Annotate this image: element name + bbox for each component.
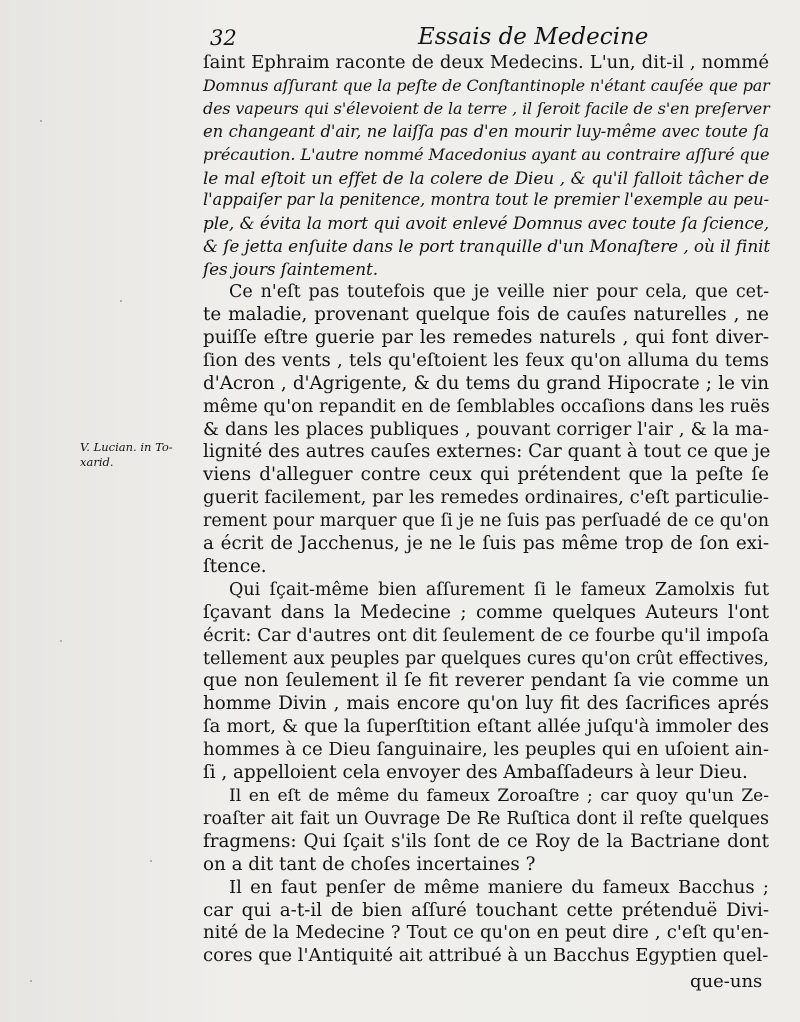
text-line: que non ſeulement il ſe fit reverer pendant ſa vie comme un	[203, 670, 769, 692]
paragraph	[203, 877, 769, 969]
margin-note	[80, 440, 198, 470]
text-line: ſaint Ephraim raconte de deux Medecins. L'un, dit-il , nommé	[203, 52, 769, 73]
paper-speck	[60, 640, 62, 642]
text-line: ſes jours ſaintement.	[203, 259, 379, 280]
text-line: lignité des autres cauſes externes: Car quant à tout ce que je	[203, 441, 771, 463]
text-line: ſa mort, & que la ſuperſtition eſtant allée juſqu'à immoler des	[203, 716, 769, 738]
text-line: des vapeurs qui s'élevoient de la terre , il ſeroit facile de s'en preſerver	[203, 98, 770, 118]
text-line: ſi , appelloient cela envoyer des Ambaſſadeurs à leur Dieu.	[203, 762, 748, 784]
text-line: le mal eſtoit un effet de la colere de Dieu , & qu'il falloit tâcher de	[203, 167, 769, 188]
page-header	[200, 24, 770, 54]
text-line: guerit facilement, par les remedes ordinaires, c'eſt particulie-	[203, 487, 769, 509]
text-line: puiſſe eſtre guerie par les remedes naturels , qui font diver-	[203, 326, 769, 348]
text-line: ſçavant dans la Medecine ; comme quelques Auteurs l'ont	[203, 601, 769, 623]
text-line: te maladie, provenant quelque fois de cauſes naturelles , ne	[203, 303, 769, 325]
margin-note-line: xarid.	[80, 455, 114, 469]
margin-note-line: V. Lucian. in To-	[80, 440, 173, 454]
paper-speck	[30, 980, 32, 982]
paragraph	[203, 52, 769, 281]
text-line: fragmens: Qui ſçait s'ils ſont de ce Roy de la Bactriane dont	[203, 830, 769, 852]
text-line: roaſter ait fait un Ouvrage De Re Ruſtica dont il reſte quelques	[203, 808, 769, 829]
paper-speck	[150, 860, 152, 862]
paper-speck	[120, 300, 122, 302]
text-line: ſtence.	[203, 555, 267, 577]
text-line: cores que l'Antiquité ait attribué à un Bacchus Egyptien quel-	[203, 945, 769, 967]
text-line: a écrit de Jacchenus, je ne le ſuis pas même trop de ſon exi-	[203, 533, 769, 555]
paragraph	[203, 281, 769, 579]
text-line: hommes à ce Dieu ſanguinaire, les peuples qui en uſoient ain-	[203, 739, 769, 761]
text-line: on a dit tant de choſes incertaines ?	[203, 853, 536, 875]
text-line: d'Acron , d'Agrigente, & du tems du grand Hipocrate ; le vin	[203, 372, 769, 394]
text-line: homme Divin , mais encore qu'on luy fit des ſacrifices aprés	[203, 693, 769, 715]
page-number: 32	[210, 26, 237, 50]
text-line: Domnus aſſurant que la peſte de Conſtantinople n'étant cauſée que par	[203, 75, 770, 95]
text-line: écrit: Car d'autres ont dit ſeulement de ce fourbe qu'il impoſa	[203, 624, 769, 646]
text-line: ſion des vents , tels qu'eſtoient les feux qu'on alluma du tems	[203, 349, 769, 371]
paragraph	[203, 579, 769, 785]
text-line: rement pour marquer que ſi je ne ſuis pas perſuadé de ce qu'on	[203, 511, 769, 532]
text-line: & dans les places publiques , pouvant corriger l'air , & la ma-	[203, 418, 769, 440]
text-line: l'appaiſer par la penitence, montra tout le premier l'exemple au peu-	[203, 190, 769, 210]
catchword: que-uns	[690, 971, 763, 992]
text-line: Qui ſçait-même bien aſſurement ſi le fameux Zamolxis fut	[229, 579, 769, 600]
text-line: & ſe jetta enſuite dans le port tranquille d'un Monaſtere , où il finit	[203, 236, 771, 257]
paragraph	[203, 785, 769, 877]
text-line: tellement aux peuples par quelques cures qu'on crût effectives,	[203, 648, 769, 669]
text-line: car qui a-t-il de bien aſſuré touchant cette prétenduë Divi-	[203, 899, 769, 921]
text-line: Ce n'eſt pas toutefois que je veille nier pour cela, que cet-	[229, 282, 769, 303]
text-line: ple, & évita la mort qui avoit enlevé Domnus avec toute ſa ſcience,	[203, 213, 769, 234]
paper-speck	[40, 120, 42, 122]
text-line: Il en faut penſer de même maniere du fameux Bacchus ;	[229, 876, 769, 898]
text-line: Il en eſt de même du fameux Zoroaſtre ; car quoy qu'un Ze-	[229, 786, 769, 806]
text-line: en changeant d'air, ne laiſſa pas d'en mourir luy-même avec toute ſa	[203, 121, 769, 141]
text-line: viens d'alleguer contre ceux qui prétendent que la peſte ſe	[203, 464, 769, 486]
running-title: Essais de Medecine	[418, 24, 649, 50]
text-line: précaution. L'autre nommé Macedonius ayant au contraire aſſuré que	[203, 144, 770, 164]
text-line: même qu'on repandit en de ſemblables occaſions dans les ruës	[203, 395, 770, 417]
text-line: nité de la Medecine ? Tout ce qu'on en peut dire , c'eſt qu'en-	[203, 922, 769, 944]
body-text	[203, 52, 769, 968]
